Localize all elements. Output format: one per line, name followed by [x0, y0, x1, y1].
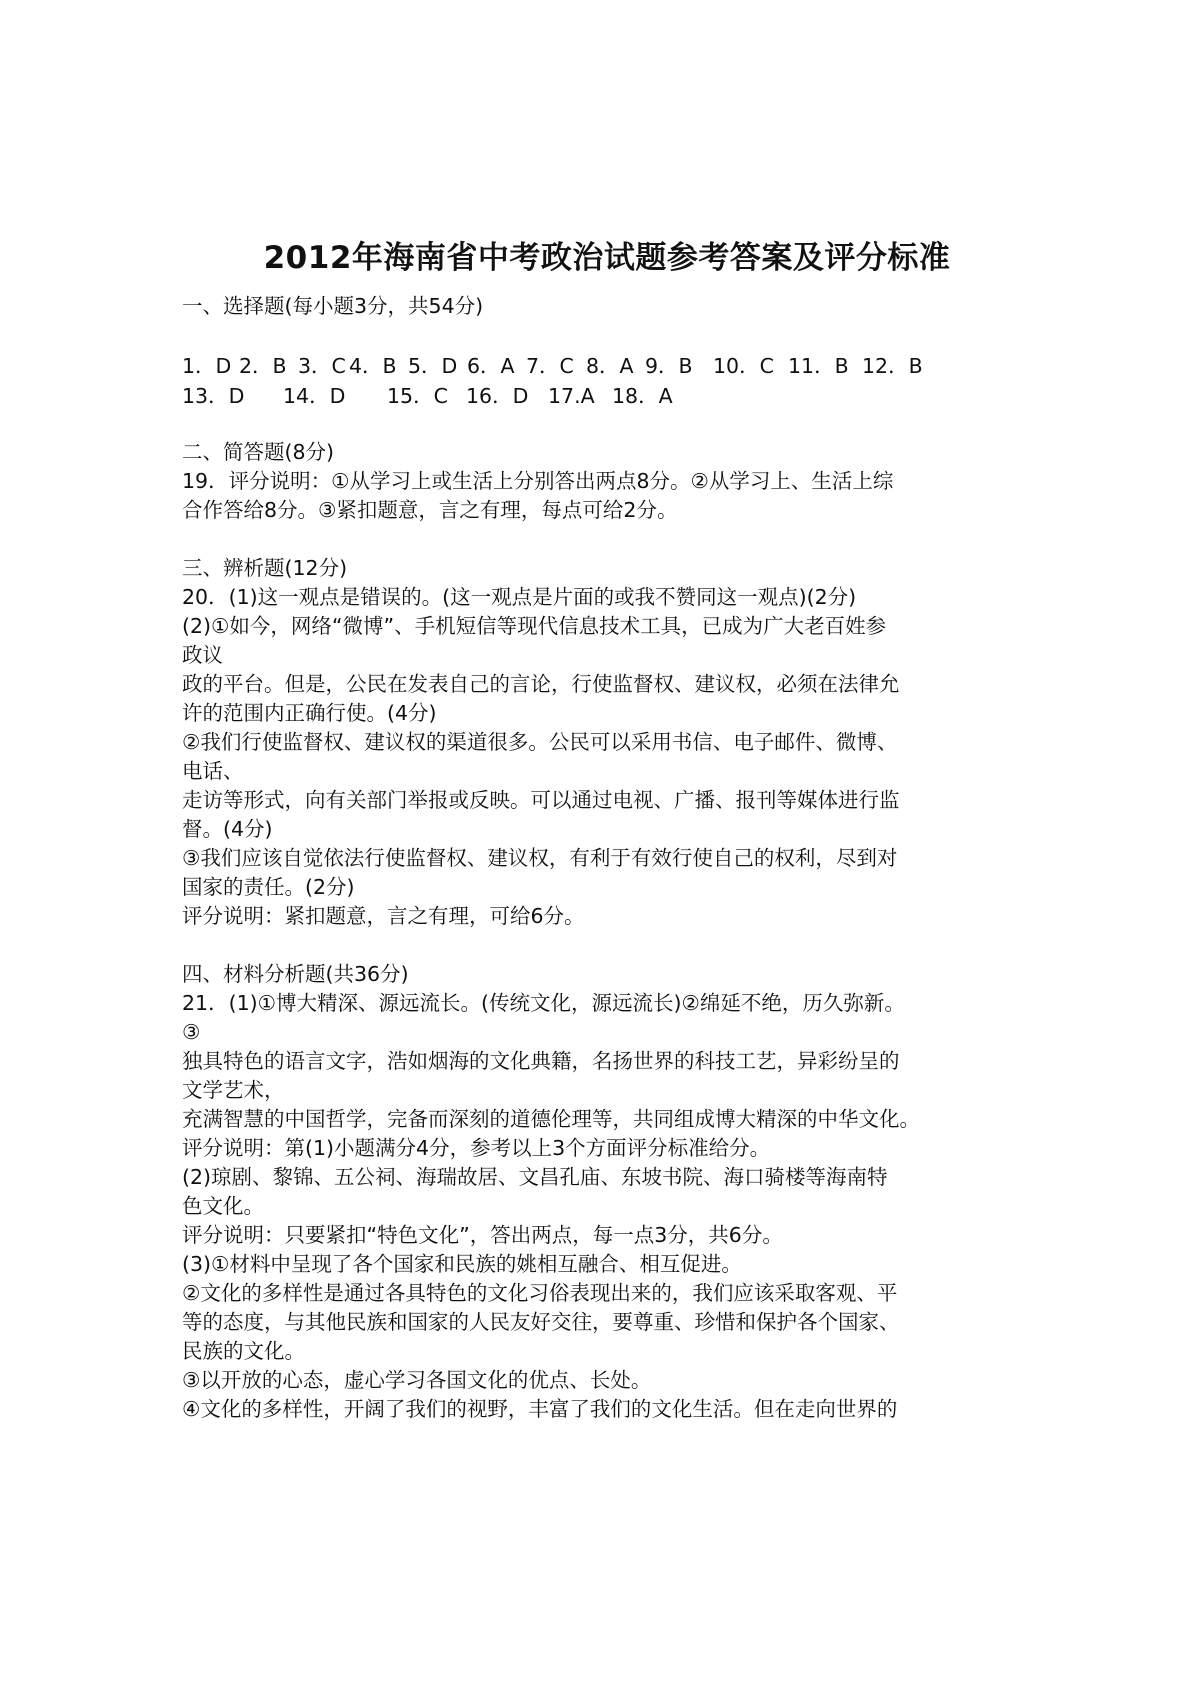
- answer-5: 5．D: [408, 354, 458, 378]
- section2-heading: 二、简答题(8分): [182, 440, 335, 464]
- answer-15: 15．C: [387, 384, 448, 408]
- section2-line: 19．评分说明：①从学习上或生活上分别答出两点8分。②从学习上、生活上综: [182, 469, 894, 493]
- section4-line: 独具特色的语言文字，浩如烟海的文化典籍，名扬世界的科技工艺，异彩纷呈的: [182, 1049, 900, 1073]
- section2-line: 合作答给8分。③紧扣题意，言之有理，每点可给2分。: [182, 498, 678, 522]
- section4-line: ②文化的多样性是通过各具特色的文化习俗表现出来的，我们应该采取客观、平: [182, 1281, 898, 1305]
- section4-line: ④文化的多样性，开阔了我们的视野，丰富了我们的文化生活。但在走向世界的: [182, 1397, 898, 1421]
- answer-8: 8．A: [586, 354, 634, 378]
- answer-11: 11．B: [788, 354, 849, 378]
- section3-line: 许的范围内正确行使。(4分): [182, 701, 437, 725]
- answer-1: 1．D: [182, 354, 232, 378]
- answer-10: 10．C: [713, 354, 774, 378]
- answer-14: 14．D: [283, 384, 346, 408]
- answer-16: 16．D: [466, 384, 529, 408]
- answer-7: 7．C: [526, 354, 574, 378]
- section4-line: 评分说明：第(1)小题满分4分，参考以上3个方面评分标准给分。: [182, 1136, 771, 1160]
- section3-line: 督。(4分): [182, 817, 273, 841]
- answer-6: 6．A: [467, 354, 515, 378]
- section4-line: 等的态度，与其他民族和国家的人民友好交往，要尊重、珍惜和保护各个国家、: [182, 1310, 900, 1334]
- section4-line: 色文化。: [182, 1194, 264, 1218]
- answer-17: 17.A: [548, 384, 595, 408]
- section4-heading: 四、材料分析题(共36分): [182, 962, 409, 986]
- section3-line: (2)①如今，网络“微博”、手机短信等现代信息技术工具，已成为广大老百姓参: [182, 614, 887, 638]
- section3-line: 20．(1)这一观点是错误的。(这一观点是片面的或我不赞同这一观点)(2分): [182, 585, 857, 609]
- section4-line: 文学艺术，: [182, 1078, 285, 1102]
- section4-line: 充满智慧的中国哲学，完备而深刻的道德伦理等，共同组成博大精深的中华文化。: [182, 1107, 920, 1131]
- section4-line: 21．(1)①博大精深、源远流长。(传统文化，源远流长)②绵延不绝，历久弥新。: [182, 991, 905, 1015]
- section3-line: 政的平台。但是，公民在发表自己的言论，行使监督权、建议权，必须在法律允: [182, 672, 900, 696]
- section4-line: 民族的文化。: [182, 1339, 305, 1363]
- section1-heading: 一、选择题(每小题3分，共54分): [182, 294, 484, 318]
- section4-line: (2)琼剧、黎锦、五公祠、海瑞故居、文昌孔庙、东坡书院、海口骑楼等海南特: [182, 1165, 888, 1189]
- answer-3: 3．C: [298, 354, 346, 378]
- answer-9: 9．B: [645, 354, 693, 378]
- answer-18: 18．A: [612, 384, 673, 408]
- section3-line: 政议: [182, 643, 223, 667]
- answer-13: 13．D: [182, 384, 245, 408]
- section3-line: 电话、: [182, 759, 244, 783]
- answer-4: 4．B: [349, 354, 397, 378]
- section4-line: 评分说明：只要紧扣“特色文化”，答出两点，每一点3分，共6分。: [182, 1223, 783, 1247]
- answer-2: 2．B: [239, 354, 287, 378]
- section4-line: (3)①材料中呈现了各个国家和民族的姚相互融合、相互促进。: [182, 1252, 742, 1276]
- section4-line: ③: [182, 1020, 201, 1044]
- section3-heading: 三、辨析题(12分): [182, 556, 348, 580]
- section3-line: 国家的责任。(2分): [182, 875, 355, 899]
- section3-line: 走访等形式，向有关部门举报或反映。可以通过电视、广播、报刊等媒体进行监: [182, 788, 900, 812]
- section4-line: ③以开放的心态，虚心学习各国文化的优点、长处。: [182, 1368, 652, 1392]
- page-title: 2012年海南省中考政治试题参考答案及评分标准: [263, 240, 951, 276]
- section3-line: ③我们应该自觉依法行使监督权、建议权，有利于有效行使自己的权利，尽到对: [182, 846, 898, 870]
- section3-line: 评分说明：紧扣题意，言之有理，可给6分。: [182, 904, 585, 928]
- section3-line: ②我们行使监督权、建议权的渠道很多。公民可以采用书信、电子邮件、微博、: [182, 730, 898, 754]
- answer-12: 12．B: [862, 354, 923, 378]
